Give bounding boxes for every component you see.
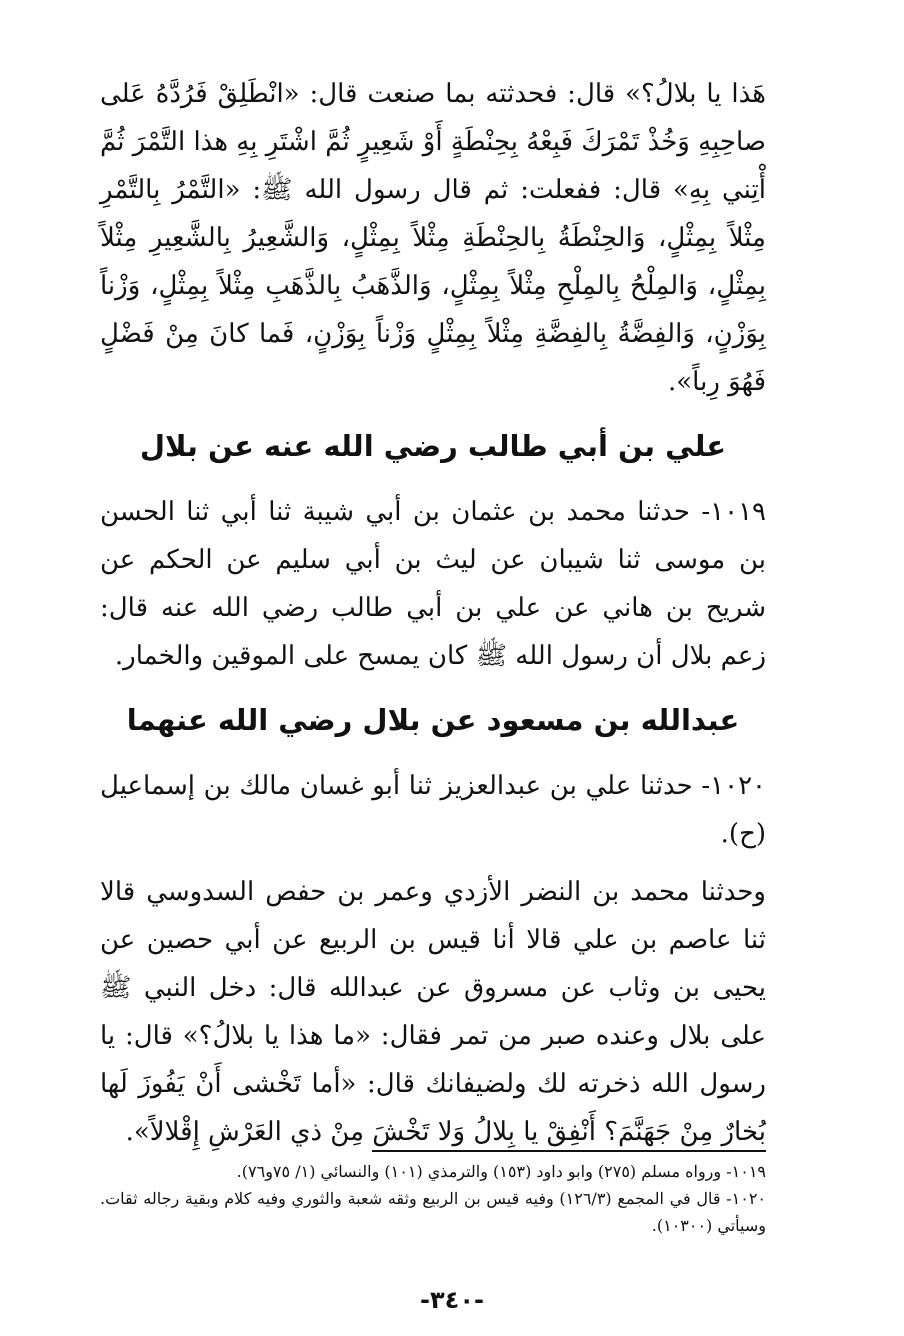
page-body xyxy=(100,70,766,1156)
paragraph-spacer xyxy=(100,858,766,868)
footnote-divider xyxy=(372,1150,766,1152)
footnotes xyxy=(100,1158,766,1239)
paragraph-hadith-1020: ١٠٢٠- حدثنا علي بن عبدالعزيز ثنا أبو غسان مالك بن إسماعيل (ح). xyxy=(100,771,766,849)
section-heading-ali: علي بن أبي طالب رضي الله عنه عن بلال xyxy=(139,429,727,463)
paragraph-hadith-1019: ١٠١٩- حدثنا محمد بن عثمان بن أبي شيبة ثنا أبي ثنا الحسن بن موسى ثنا شيبان عن ليث بن أبي سليم عن الحكم عن شريح بن هاني عن علي بن أبي طالب رضي الله عنه قال: زعم بلال أن رسول الله ﷺ كان يمسح على الموقين والخمار. xyxy=(100,497,766,671)
footnote-1019: ١٠١٩- ورواه مسلم (٢٧٥) وابو داود (١٥٣) والترمذي (١٠١) والنسائي (١/ ٧٥و٧٦). xyxy=(236,1162,766,1181)
paragraph-hadith-1020-chain: وحدثنا محمد بن النضر الأزدي وعمر بن حفص السدوسي قالا ثنا عاصم بن علي قالا أنا قيس بن الربيع عن أبي حصين عن يحيى بن وثاب عن مسروق عن عبدالله قال: دخل النبي ﷺ على بلال وعنده صبر من تمر فقال: «ما هذا يا بلالُ؟» قال: يا رسول الله ذخرته لك ولضيفانك قال: «أما تَخْشى أَنْ يَفُوزَ لَها بُخارٌ مِنْ جَهَنَّمَ؟ أَنْفِقْ يا بِلالُ وَلا تَخْشَ مِنْ ذي العَرْشِ إِقْلالاً». xyxy=(100,877,766,1147)
section-heading-abdullah: عبدالله بن مسعود عن بلال رضي الله عنهما xyxy=(126,703,740,737)
paragraph-hadith-continuation: هَذا يا بلالُ؟» قال: فحدثته بما صنعت قال: «انْطَلِقْ فَرُدَّهُ عَلى صاحِبِهِ وَخُذْ تَمْرَكَ فَبِعْهُ بِحِنْطَةٍ أَوْ شَعِيرٍ ثُمَّ اشْتَرِ بِهِ هذا التَّمْرَ ثُمَّ أْتِني بِهِ» قال: ففعلت: ثم قال رسول الله ﷺ: «التَّمْرُ بِالتَّمْرِ مِثْلاً بِمِثْلٍ، وَالحِنْطَةُ بِالحِنْطَةِ مِثْلاً بِمِثْلٍ، وَالشَّعِيرُ بِالشَّعِيرِ مِثْلاً بِمِثْلٍ، وَالمِلْحُ بِالمِلْحِ مِثْلاً بِمِثْلٍ، وَالذَّهَبُ بِالذَّهَبِ مِثْلاً بِمِثْلٍ، وَزْناً بِوَزْنٍ، وَالفِضَّةُ بِالفِضَّةِ مِثْلاً بِمِثْلٍ وَزْناً بِوَزْنٍ، فَما كانَ مِنْ فَضْلٍ فَهُوَ رِباً». xyxy=(100,79,766,397)
footnote-1020: ١٠٢٠- قال في المجمع (١٢٦/٣) وفيه قيس بن الربيع وثقه شعبة والثوري وفيه كلام وبقية رجاله ثقات. وسيأتي (١٠٣٠٠). xyxy=(100,1189,767,1235)
page-number: -٣٤٠- xyxy=(420,1286,484,1314)
